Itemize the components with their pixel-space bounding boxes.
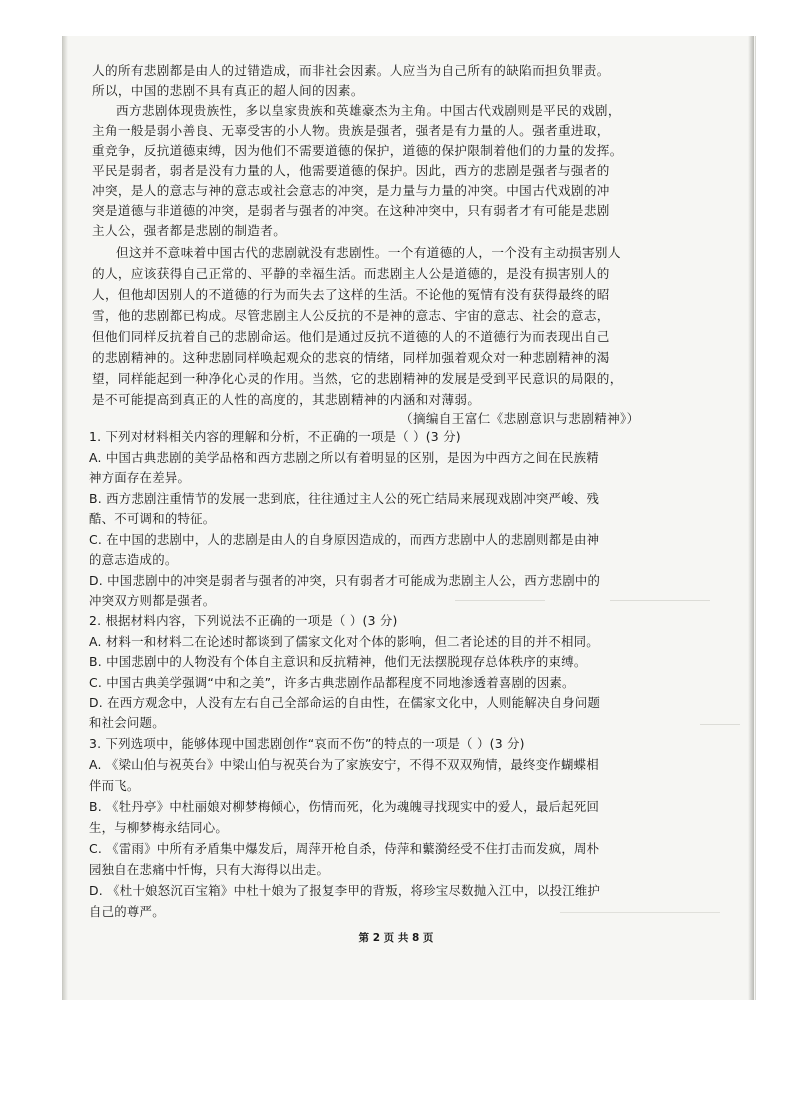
- article-line: 重竞争，反抗道德束缚，因为他们不需要道德的保护，道德的保护限制着他们的力量的发挥。: [92, 143, 623, 158]
- question-3-option-a: A. 《梁山伯与祝英台》中梁山伯与祝英台为了家族安宁，不得不双双殉情，最终变作蝴蝶相: [89, 757, 599, 772]
- article-line: 的悲剧精神的。这种悲剧同样唤起观众的悲哀的情绪，同样加强着观众对一种悲剧精神的渴: [92, 350, 610, 365]
- page-shadow-left: [62, 36, 68, 1000]
- page-number: 第 2 页 共 8 页: [358, 932, 434, 944]
- question-3-option-d-cont: 自己的尊严。: [89, 904, 165, 919]
- bleed-through-mark: [700, 724, 740, 725]
- question-1-option-b: B. 西方悲剧注重情节的发展一悲到底，往往通过主人公的死亡结局来展现戏剧冲突严峻、残: [89, 491, 600, 506]
- question-1-stem: 1. 下列对材料相关内容的理解和分析，不正确的一项是（ ）(3 分): [89, 429, 461, 444]
- question-1-option-d: D. 中国悲剧中的冲突是弱者与强者的冲突，只有弱者才可能成为悲剧主人公，西方悲剧中的: [89, 573, 601, 588]
- article-line: 所以，中国的悲剧不具有真正的超人间的因素。: [92, 83, 364, 98]
- article-source: （摘编自王富仁《悲剧意识与悲剧精神》）: [400, 411, 640, 426]
- question-2-option-a: A. 材料一和材料二在论述时都谈到了儒家文化对个体的影响，但二者论述的目的并不相同。: [89, 634, 599, 649]
- bleed-through-mark: [610, 600, 710, 601]
- question-3-option-b: B. 《牡丹亭》中杜丽娘对柳梦梅倾心，伤情而死，化为魂魄寻找现实中的爱人，最后起死回: [89, 799, 600, 814]
- article-line: 突是道德与非道德的冲突，是弱者与强者的冲突。在这种冲突中，只有弱者才有可能是悲剧: [92, 203, 610, 218]
- article-line: 西方悲剧体现贵族性，多以皇家贵族和英雄豪杰为主角。中国古代戏剧则是平民的戏剧，: [116, 103, 621, 118]
- question-1-option-c-cont: 的意志造成的。: [89, 552, 178, 567]
- question-3-option-a-cont: 伴而飞。: [89, 778, 140, 793]
- article-line: 是不可能提高到真正的人性的高度的，其悲剧精神的内涵和对薄弱。: [92, 392, 481, 407]
- question-1-option-a: A. 中国古典悲剧的美学品格和西方悲剧之所以有着明显的区别，是因为中西方之间在民族精: [89, 450, 599, 465]
- question-3-option-c: C. 《雷雨》中所有矛盾集中爆发后，周萍开枪自杀，侍萍和蘩漪经受不住打击而发疯，周朴: [89, 841, 600, 856]
- question-1-option-c: C. 在中国的悲剧中，人的悲剧是由人的自身原因造成的，而西方悲剧中人的悲剧则都是由神: [89, 532, 600, 547]
- question-3-stem: 3. 下列选项中，能够体现中国悲剧创作“哀而不伤”的特点的一项是（ ）(3 分): [89, 736, 525, 751]
- question-2-stem: 2. 根据材料内容，下列说法不正确的一项是（ ）(3 分): [89, 613, 398, 628]
- article-line: 主角一般是弱小善良、无辜受害的小人物。贵族是强者，强者是有力量的人。强者重进取，: [92, 123, 610, 138]
- question-2-option-d: D. 在西方观念中，人没有左右自己全部命运的自由性，在儒家文化中，人则能解决自身问题: [89, 695, 601, 710]
- article-line: 主人公，强者都是悲剧的制造者。: [92, 223, 287, 238]
- bleed-through-mark: [560, 912, 720, 913]
- question-1-option-d-cont: 冲突双方则都是强者。: [89, 593, 216, 608]
- article-line: 但他们同样反抗着自己的悲剧命运。他们是通过反抗不道德的人的不道德行为而表现出自己: [92, 329, 610, 344]
- page-shadow-right: [748, 36, 754, 1000]
- article-line: 但这并不意味着中国古代的悲剧就没有悲剧性。一个有道德的人，一个没有主动损害别人: [116, 245, 621, 260]
- question-1-option-a-cont: 神方面存在差异。: [89, 470, 191, 485]
- article-line: 望，同样能起到一种净化心灵的作用。当然，它的悲剧精神的发展是受到平民意识的局限的，: [92, 371, 623, 386]
- question-2-option-c: C. 中国古典美学强调“中和之美”，许多古典悲剧作品都程度不同地渗透着喜剧的因素。: [89, 675, 575, 690]
- question-2-option-b: B. 中国悲剧中的人物没有个体自主意识和反抗精神，他们无法摆脱现存总体秩序的束缚。: [89, 654, 587, 669]
- article-line: 的人，应该获得自己正常的、平静的幸福生活。而悲剧主人公是道德的，是没有损害别人的: [92, 266, 610, 281]
- bleed-through-mark: [455, 600, 545, 601]
- question-3-option-b-cont: 生，与柳梦梅永结同心。: [89, 820, 229, 835]
- article-line: 雪，他的悲剧都已构成。尽管悲剧主人公反抗的不是神的意志、宇宙的意志、社会的意志，: [92, 308, 610, 323]
- question-3-option-c-cont: 园独自在悲痛中忏悔，只有大海得以出走。: [89, 862, 330, 877]
- article-line: 人，但他却因别人的不道德的行为而失去了这样的生活。不论他的冤情有没有获得最终的昭: [92, 287, 610, 302]
- article-line: 平民是弱者，弱者是没有力量的人，他需要道德的保护。因此，西方的悲剧是强者与强者的: [92, 163, 610, 178]
- question-1-option-b-cont: 酷、不可调和的特征。: [89, 511, 216, 526]
- article-line: 冲突，是人的意志与神的意志或社会意志的冲突，是力量与力量的冲突。中国古代戏剧的冲: [92, 183, 610, 198]
- article-line: 人的所有悲剧都是由人的过错造成，而非社会因素。人应当为自己所有的缺陷而担负罪责。: [92, 63, 610, 78]
- question-3-option-d: D. 《杜十娘怒沉百宝箱》中杜十娘为了报复李甲的背叛，将珍宝尽数抛入江中，以投江维护: [89, 883, 601, 898]
- question-2-option-d-cont: 和社会问题。: [89, 715, 165, 730]
